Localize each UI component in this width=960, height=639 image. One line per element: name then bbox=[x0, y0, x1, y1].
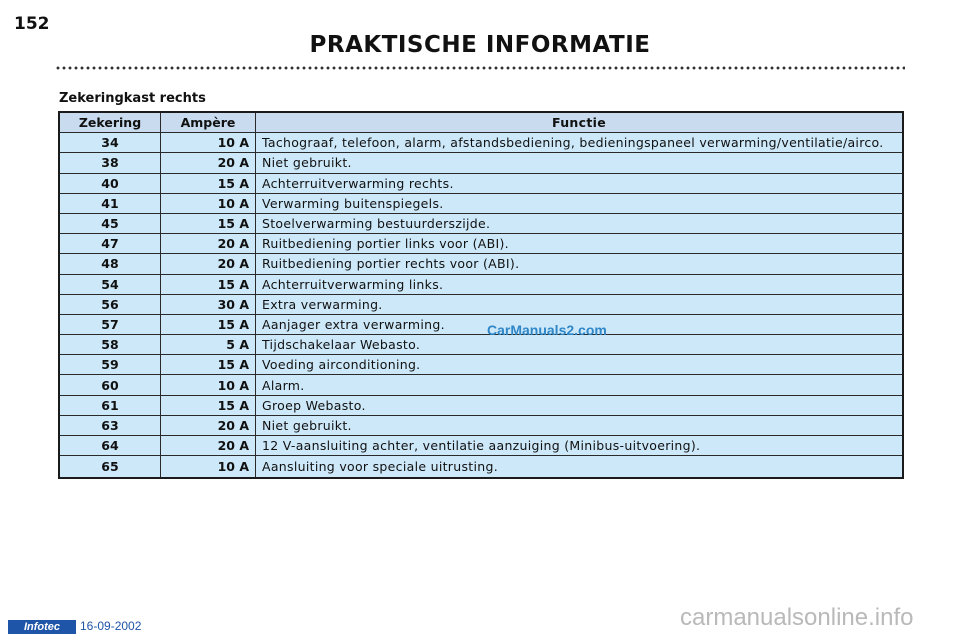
infotec-logo: Infotec bbox=[8, 620, 76, 634]
section-title: Zekeringkast rechts bbox=[59, 91, 206, 106]
header-ampere: Ampère bbox=[161, 113, 256, 133]
cell-zekering: 61 bbox=[60, 395, 161, 415]
table-row bbox=[60, 395, 902, 415]
cell-zekering: 63 bbox=[60, 415, 161, 435]
cell-functie: Voeding airconditioning. bbox=[256, 355, 903, 375]
cell-ampere: 10 A bbox=[161, 456, 256, 478]
table-row bbox=[60, 375, 902, 395]
cell-ampere: 20 A bbox=[161, 415, 256, 435]
cell-ampere: 15 A bbox=[161, 314, 256, 334]
cell-functie: Ruitbediening portier links voor (ABI). bbox=[256, 234, 903, 254]
cell-functie: Niet gebruikt. bbox=[256, 153, 903, 173]
fuse-table-container bbox=[58, 111, 904, 479]
page-title: PRAKTISCHE INFORMATIE bbox=[309, 32, 651, 58]
cell-functie: Extra verwarming. bbox=[256, 294, 903, 314]
cell-functie: 12 V-aansluiting achter, ventilatie aanzuiging (Minibus-uitvoering). bbox=[256, 436, 903, 456]
cell-ampere: 20 A bbox=[161, 234, 256, 254]
cell-zekering: 58 bbox=[60, 335, 161, 355]
table-row bbox=[60, 436, 902, 456]
table-body bbox=[60, 133, 902, 478]
table-row bbox=[60, 355, 902, 375]
table-row bbox=[60, 213, 902, 233]
cell-zekering: 41 bbox=[60, 193, 161, 213]
cell-zekering: 65 bbox=[60, 456, 161, 478]
cell-ampere: 15 A bbox=[161, 173, 256, 193]
cell-functie: Alarm. bbox=[256, 375, 903, 395]
table-row bbox=[60, 314, 902, 334]
dotted-divider bbox=[55, 66, 905, 70]
table-row bbox=[60, 456, 902, 478]
cell-functie: Stoelverwarming bestuurderszijde. bbox=[256, 213, 903, 233]
table-row bbox=[60, 193, 902, 213]
cell-zekering: 64 bbox=[60, 436, 161, 456]
cell-ampere: 20 A bbox=[161, 436, 256, 456]
cell-functie: Tijdschakelaar Webasto. bbox=[256, 335, 903, 355]
cell-ampere: 5 A bbox=[161, 335, 256, 355]
cell-zekering: 34 bbox=[60, 133, 161, 153]
cell-zekering: 48 bbox=[60, 254, 161, 274]
table-row bbox=[60, 173, 902, 193]
cell-functie: Achterruitverwarming links. bbox=[256, 274, 903, 294]
cell-ampere: 20 A bbox=[161, 254, 256, 274]
cell-ampere: 15 A bbox=[161, 213, 256, 233]
cell-functie: Achterruitverwarming rechts. bbox=[256, 173, 903, 193]
table-row bbox=[60, 234, 902, 254]
cell-zekering: 56 bbox=[60, 294, 161, 314]
cell-zekering: 60 bbox=[60, 375, 161, 395]
cell-ampere: 30 A bbox=[161, 294, 256, 314]
table-row bbox=[60, 335, 902, 355]
table-row bbox=[60, 153, 902, 173]
cell-zekering: 40 bbox=[60, 173, 161, 193]
cell-ampere: 20 A bbox=[161, 153, 256, 173]
site-watermark: carmanualsonline.info bbox=[680, 604, 914, 631]
header-zekering: Zekering bbox=[60, 113, 161, 133]
cell-ampere: 15 A bbox=[161, 395, 256, 415]
cell-functie: Niet gebruikt. bbox=[256, 415, 903, 435]
cell-zekering: 59 bbox=[60, 355, 161, 375]
fuse-table bbox=[60, 113, 902, 477]
cell-functie: Tachograaf, telefoon, alarm, afstandsbediening, bedieningspaneel verwarming/ventilatie/airco. bbox=[256, 133, 903, 153]
cell-functie: Verwarming buitenspiegels. bbox=[256, 193, 903, 213]
table-row bbox=[60, 294, 902, 314]
table-row bbox=[60, 254, 902, 274]
table-row bbox=[60, 274, 902, 294]
cell-functie: Ruitbediening portier rechts voor (ABI). bbox=[256, 254, 903, 274]
watermark-text: CarManuals2.com bbox=[487, 322, 607, 338]
cell-zekering: 57 bbox=[60, 314, 161, 334]
cell-functie: Aansluiting voor speciale uitrusting. bbox=[256, 456, 903, 478]
table-header-row bbox=[60, 113, 902, 133]
cell-ampere: 10 A bbox=[161, 193, 256, 213]
cell-ampere: 15 A bbox=[161, 355, 256, 375]
cell-functie: Groep Webasto. bbox=[256, 395, 903, 415]
cell-ampere: 10 A bbox=[161, 375, 256, 395]
table-row bbox=[60, 133, 902, 153]
cell-zekering: 38 bbox=[60, 153, 161, 173]
cell-zekering: 54 bbox=[60, 274, 161, 294]
footer-date: 16-09-2002 bbox=[80, 619, 142, 633]
cell-functie: Aanjager extra verwarming. bbox=[256, 314, 903, 334]
header-functie: Functie bbox=[256, 113, 903, 133]
cell-ampere: 15 A bbox=[161, 274, 256, 294]
page-number: 152 bbox=[14, 14, 50, 34]
cell-zekering: 47 bbox=[60, 234, 161, 254]
cell-zekering: 45 bbox=[60, 213, 161, 233]
cell-ampere: 10 A bbox=[161, 133, 256, 153]
table-row bbox=[60, 415, 902, 435]
